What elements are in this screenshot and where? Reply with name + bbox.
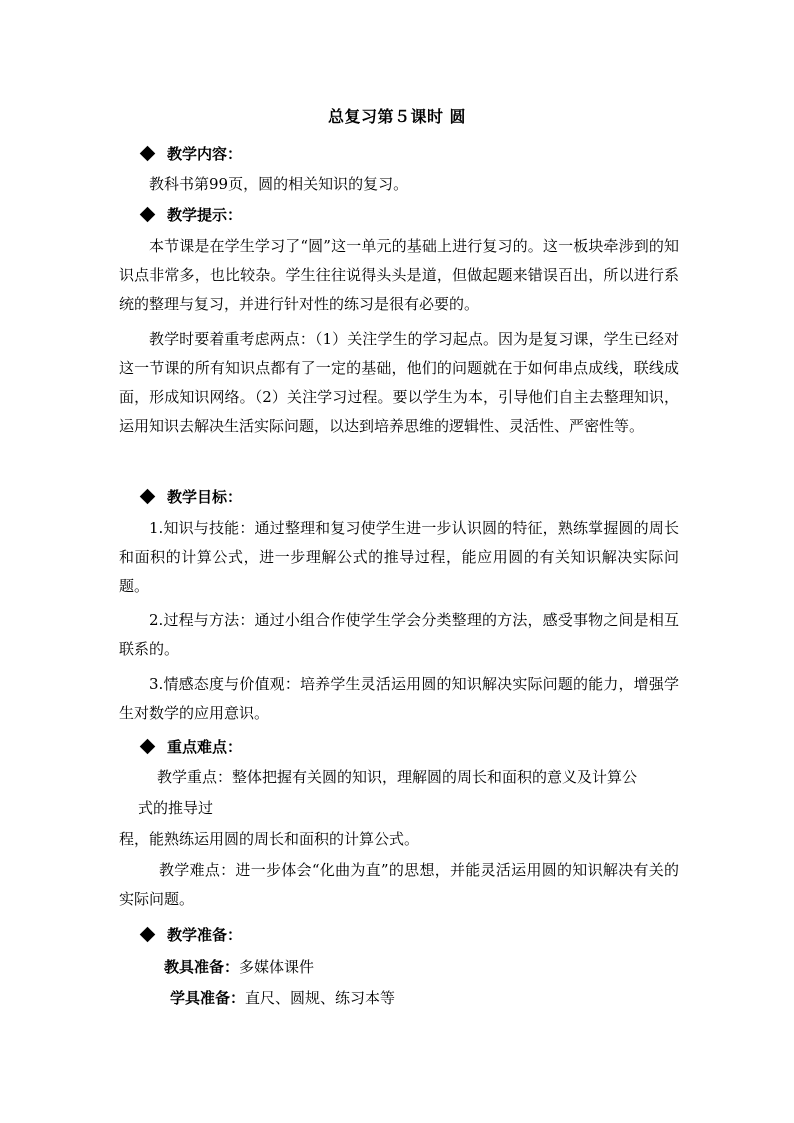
content-paragraph: 教科书第99页，圆的相关知识的复习。 (149, 175, 409, 193)
section-heading-label: 教学内容： (167, 145, 243, 163)
page-title: 总复习第５课时 圆 (327, 107, 467, 126)
diamond-bullet-icon (140, 146, 156, 162)
key-focus-line-3: 程，能熟练运用圆的周长和面积的计算公式。 (119, 830, 420, 848)
section-heading-label: 教学准备： (167, 926, 243, 944)
section-heading-goals (140, 486, 242, 507)
diamond-bullet-icon (140, 927, 156, 943)
prep-student-line (170, 987, 395, 1008)
hint-paragraph-1: 本节课是在学生学习了“圆”这一单元的基础上进行复习的。这一板块牵涉到的知识点非常多，也比较杂。学生往往说得头头是道，但做起题来错误百出，所以进行系统的整理与复习，并进行针对性的练习是很有必要的。 (119, 237, 679, 313)
section-heading-label: 教学提示： (167, 206, 243, 224)
section-heading-label: 重点难点： (167, 738, 243, 756)
prep-student-value: 直尺、圆规、练习本等 (245, 989, 396, 1007)
key-difficulty: 教学难点：进一步体会“化曲为直”的思想，并能灵活运用圆的知识解决有关的实际问题。 (119, 861, 679, 908)
hint-paragraph-2: 教学时要着重考虑两点：（1）关注学生的学习起点。因为是复习课，学生已经对这一节课的所有知识点都有了一定的基础，他们的问题就在于如何串点成线，联线成面，形成知识网络。（2）关注学习过程。要以学生为本，引导他们自主去整理知识，运用知识去解决生活实际问题，以达到培养思维的逻辑性、灵活性、严密性等。 (119, 330, 679, 435)
section-heading-label: 教学目标： (167, 488, 243, 506)
prep-teacher-line (164, 956, 314, 977)
diamond-bullet-icon (140, 489, 156, 505)
prep-teacher-label: 教具准备： (164, 958, 240, 976)
section-heading-hint (140, 204, 242, 225)
prep-student-label: 学具准备： (170, 989, 246, 1007)
goal-attitude: 3.情感态度与价值观：培养学生灵活运用圆的知识解决实际问题的能力，增强学生对数学的应用意识。 (119, 675, 679, 722)
diamond-bullet-icon (140, 207, 156, 223)
section-heading-prep (140, 924, 242, 945)
key-focus-line-1: 教学重点：整体把握有关圆的知识，理解圆的周长和面积的意义及计算公 (157, 768, 638, 786)
goal-knowledge: 1.知识与技能：通过整理和复习使学生进一步认识圆的特征，熟练掌握圆的周长和面积的计算公式，进一步理解公式的推导过程，能应用圆的有关知识解决实际问题。 (119, 519, 679, 595)
prep-teacher-value: 多媒体课件 (239, 958, 315, 976)
section-heading-key (140, 736, 242, 757)
section-heading-content (140, 143, 242, 164)
key-focus-line-2: 式的推导过 (138, 799, 214, 817)
goal-process: 2.过程与方法：通过小组合作使学生学会分类整理的方法，感受事物之间是相互联系的。 (119, 611, 679, 658)
diamond-bullet-icon (140, 739, 156, 755)
